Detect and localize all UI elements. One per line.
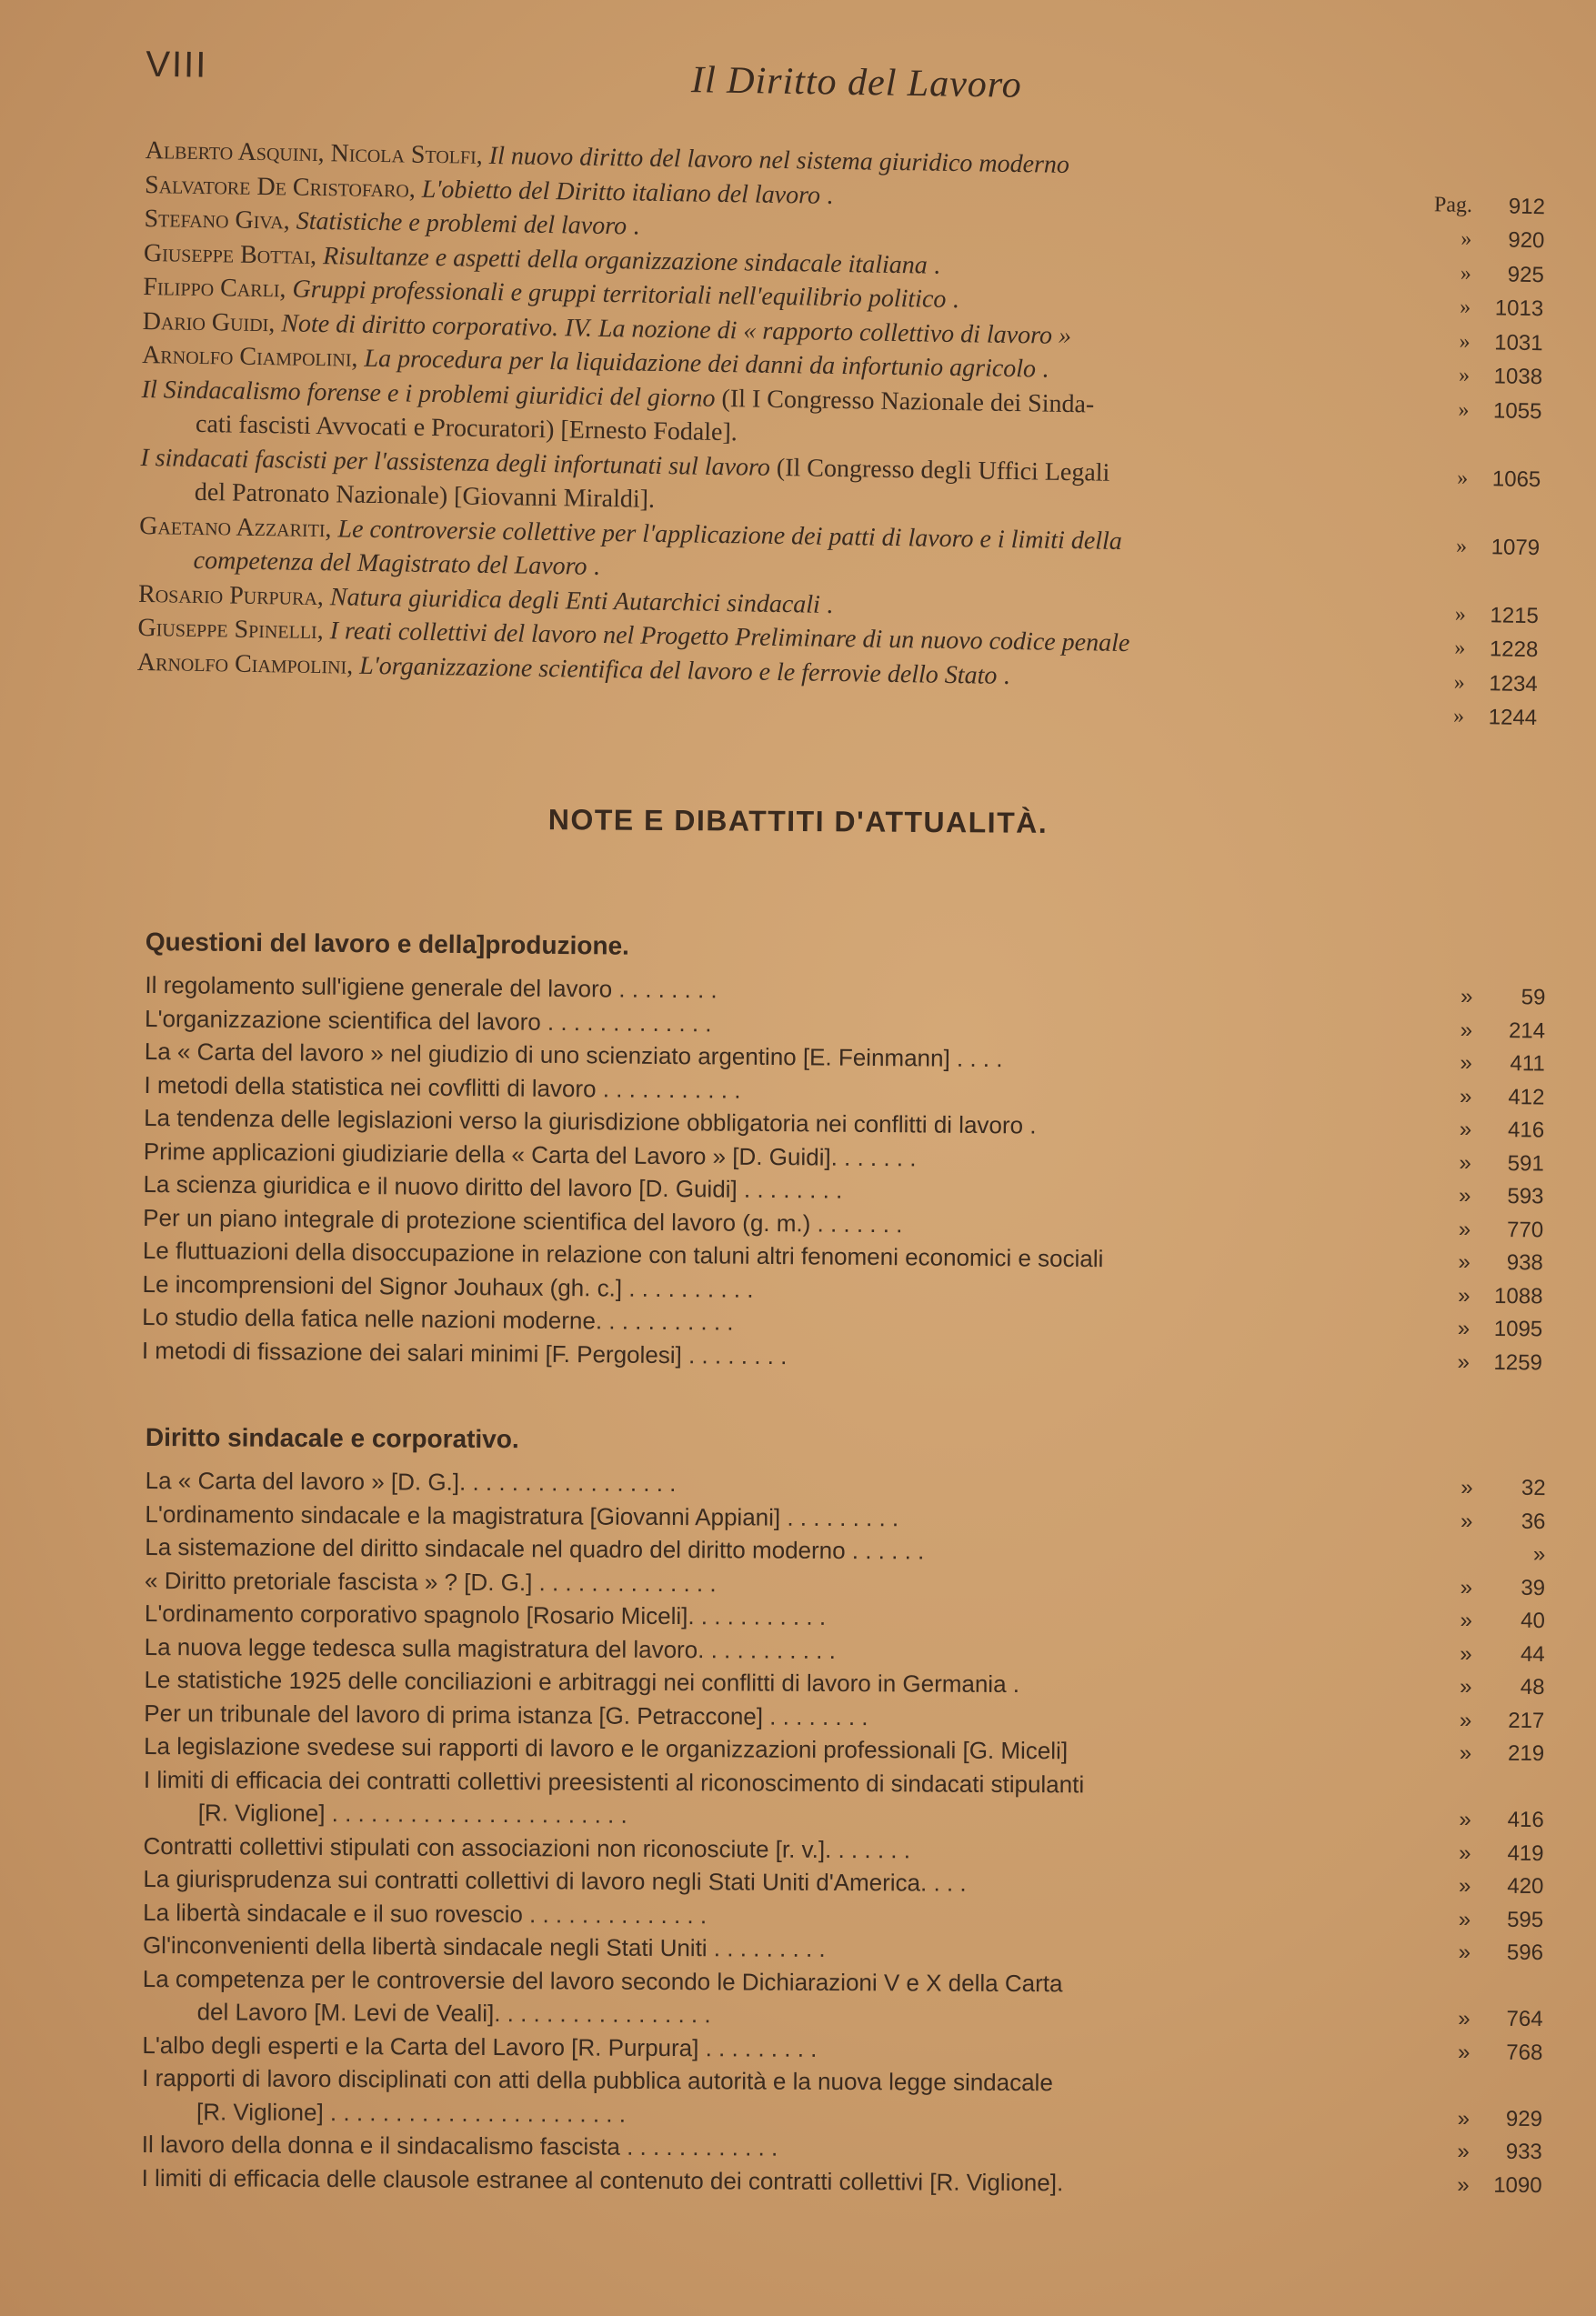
entry-ref: » [1457,2106,1471,2131]
entry-title: competenza del Magistrato del Lavoro [193,546,594,581]
entry-page: 925 [1507,262,1545,287]
entry-ref: » [1458,1217,1471,1242]
entry-page [1476,568,1540,569]
entry-ref: » [1458,363,1471,387]
entry-page: 929 [1505,2106,1543,2131]
entry-page: 1259 [1493,1349,1543,1375]
entry-text: L'ordinamento sindacale e la magistratura [Giovanni Appiani] . . . . . . . . . [145,1499,899,1531]
entry-page: 1065 [1491,466,1541,492]
entry-page: 217 [1508,1708,1545,1733]
entry-ref: » [1459,1084,1472,1109]
entry-text: Il lavoro della donna e il sindacalismo fascista . . . . . . . . . . . . [141,2130,778,2161]
entry-page: 1088 [1494,1283,1543,1308]
entry-ref: » [1460,1575,1473,1600]
entry-page: 1228 [1489,637,1539,663]
entry-page: 416 [1507,1118,1545,1143]
entry-page: 419 [1507,1840,1544,1866]
entry-rest: . [593,552,600,581]
entry-text: La tendenza delle legislazioni verso la giurisdizione obbligatoria nei conflitti di lavoro . [144,1103,1037,1139]
entry-ref: » [1460,1475,1473,1500]
entry-ref: » [1458,1940,1471,1965]
entry-page: 36 [1521,1509,1546,1534]
entry-title: Risultanze e aspetti della organizzazione sindacale italiana [322,241,935,280]
index-entry [142,2163,1542,2204]
notes-heading: NOTE E DIBATTITI D'ATTUALITÀ. [547,803,1049,839]
entry-page: 48 [1520,1674,1545,1700]
entry-title: I reati collettivi del lavoro nel Progetto Preliminare di un nuovo codice penale [329,617,1130,658]
entry-title: Gruppi professionali e gruppi territoriali nell'equilibrio politico [292,275,953,314]
entry-text [138,546,599,582]
entry-title: L'organizzazione scientifica del lavoro e le ferrovie dello Stato [358,651,1004,690]
entry-ref: » [1454,636,1466,660]
entry-page: 214 [1508,1018,1546,1043]
section-union [142,1423,1546,2204]
entry-ref: » [1454,602,1467,627]
entry-title: Statistiche e problemi del lavoro [296,206,634,241]
entry-ref: » [1457,466,1469,490]
entry-page: 40 [1521,1608,1545,1634]
section-questions-heading: Questioni del lavoro e della]produzione. [145,927,630,960]
entry-page: 420 [1507,1873,1544,1900]
entry-ref: » [1452,704,1465,728]
entry-ref: » [1460,1608,1472,1633]
entry-rest: . [826,590,834,619]
entry-author: Stefano Giva, [144,204,296,236]
entry-title: Il Sindacalismo forense e i problemi giuridici del giorno [141,375,722,413]
entry-page: » [1532,1541,1546,1568]
entry-rest: . [1003,661,1010,690]
entry-text: La « Carta del lavoro » [D. G.]. . . . . . . . . . . . . . . . . [145,1466,677,1498]
entry-page [1478,432,1541,433]
entry-text: La « Carta del lavoro » nel giudizio di uno scienziato argentino [E. Feinmann] . . . . [144,1037,1003,1073]
entry-text: Le fluttuazioni della disoccupazione in relazione con taluni altri fenomeni economici e sociali [142,1236,1104,1273]
entry-page: 1234 [1489,670,1538,697]
entry-text: La giurisprudenza sui contratti collettivi di lavoro negli Stati Uniti d'America. . . . [143,1864,967,1897]
entry-text: [R. Viglione] . . . . . . . . . . . . . . . . . . . . . . . [196,2097,627,2128]
entry-text: L'albo degli esperti e la Carta del Lavoro [R. Purpura] . . . . . . . . . [142,2030,818,2062]
entry-ref: » [1459,329,1471,354]
entry-author: Dario Guidi, [142,306,282,337]
entry-text: [R. Viglione] . . . . . . . . . . . . . . . . . . . . . . . [197,1799,627,1829]
entry-ref: » [1459,1807,1471,1832]
entry-rest: . [826,181,834,210]
entry-page: 1244 [1488,705,1538,731]
entry-page: 32 [1521,1475,1546,1501]
entry-text: I metodi della statistica nei covflitti di lavoro . . . . . . . . . . . [144,1070,741,1104]
entry-text: « Diritto pretoriale fascista » ? [D. G.] . . . . . . . . . . . . . . [145,1566,717,1597]
entry-text: I limiti di efficacia dei contratti collettivi preesistenti al riconoscimento di sindacati stipulanti [143,1765,1085,1798]
entry-title: I sindacati fascisti per l'assistenza degli infortunati sul lavoro [140,443,778,482]
entry-page: 920 [1508,227,1545,254]
entry-page: 59 [1521,985,1546,1010]
entry-text: I rapporti di lavoro disciplinati con atti della pubblica autorità e la nuova legge sindacale [142,2063,1053,2097]
entry-ref: » [1458,1283,1471,1308]
entry-text: Il regolamento sull'igiene generale del lavoro . . . . . . . . [145,970,718,1004]
entry-author: Arnolfo Ciampolini, [136,647,360,680]
entry-page: 593 [1507,1184,1544,1209]
entry-text: del Lavoro [M. Levi de Veali]. . . . . . . . . . . . . . . . . [196,1998,711,2029]
entry-page: 933 [1505,2139,1542,2165]
entry-author: Alberto Asquini, Nicola Stolfi, [145,136,490,170]
entry-rest: . [1041,355,1049,384]
entry-author: Gaetano Azzariti, [139,511,338,543]
entry-text: Per un piano integrale di protezione scientifica del lavoro (g. m.) . . . . . . . [143,1203,903,1238]
entry-page: 219 [1508,1740,1545,1767]
entry-page: 768 [1506,2040,1543,2065]
entry-page: 770 [1506,1217,1544,1242]
entry-title: Il nuovo diritto del lavoro nel sistema giuridico moderno [488,141,1070,179]
entry-page: 412 [1508,1084,1545,1109]
entry-author: Salvatore De Cristofaro, [144,170,423,204]
page-number: VIII [145,44,208,85]
entry-ref: » [1458,1249,1471,1275]
entry-title: Le controversie collettive per l'applicazione dei patti di lavoro e i limiti della [337,514,1123,556]
entry-ref: » [1455,534,1468,558]
entry-rest: del Patronato Nazionale) [Giovanni Miraldi]. [194,477,656,514]
entry-rest: (Il I Congresso Nazionale dei Sinda- [721,384,1095,418]
entry-text: La sistemazione del diritto sindacale nel quadro del diritto moderno . . . . . . [145,1532,925,1565]
entry-ref: » [1459,1708,1472,1733]
entry-ref: » [1459,1150,1471,1176]
entry-page: 1079 [1491,534,1541,560]
entry-author: Giuseppe Spinelli, [137,613,330,646]
entry-ref: » [1453,670,1465,695]
entry-text: Le incomprensioni del Signor Jouhaux (gh. c.] . . . . . . . . . . [142,1269,754,1303]
entry-title: La procedura per la liquidazione dei danni da infortunio agricolo [364,344,1043,384]
entry-author: Filippo Carli, [143,272,293,304]
entry-page: 1095 [1493,1316,1543,1342]
entry-ref: » [1460,1050,1472,1076]
entry-page: 912 [1508,194,1546,219]
page-header [146,45,1456,129]
entry-text: Lo studio della fatica nelle nazioni moderne. . . . . . . . . . . [142,1302,734,1336]
entry-page [1477,500,1541,501]
entry-text: Prime applicazioni giudiziarie della « Carta del Lavoro » [D. Guidi]. . . . . . . [143,1137,917,1171]
entry-ref: » [1460,261,1472,286]
entry-page: 416 [1507,1807,1544,1833]
entry-text: La scienza giuridica e il nuovo diritto del lavoro [D. Guidi] . . . . . . . . [143,1169,843,1204]
entry-rest: . [952,285,959,315]
entry-ref: » [1459,1840,1471,1866]
entry-ref: » [1460,295,1471,319]
articles-list [136,136,1546,738]
entry-page: 938 [1506,1250,1543,1276]
section-union-heading: Diritto sindacale e corporativo. [145,1423,519,1454]
entry-text: I limiti di efficacia delle clausole estranee al contenuto dei contratti collettivi [R. Viglione]. [141,2163,1064,2196]
entry-page: 1090 [1493,2172,1542,2198]
entry-text: I metodi di fissazione dei salari minimi [F. Pergolesi] . . . . . . . . [141,1336,788,1369]
entry-page: 764 [1506,2006,1543,2032]
entry-author: Arnolfo Ciampolini, [141,340,365,373]
entry-text: L'ordinamento corporativo spagnolo [Rosario Miceli]. . . . . . . . . . . [144,1599,827,1630]
entry-page: 44 [1520,1641,1545,1667]
entry-text: Contratti collettivi stipulati con associazioni non riconosciute [r. v.]. . . . . . . [143,1831,911,1863]
entry-page: 411 [1510,1051,1545,1077]
entry-ref: » [1460,226,1472,251]
entry-author: Giuseppe Bottai, [143,238,324,270]
entry-text: Per un tribunale del lavoro di prima istanza [G. Petraccone] . . . . . . . . [144,1699,868,1730]
entry-text: Gl'inconvenienti della libertà sindacale negli Stati Uniti . . . . . . . . . [142,1930,826,1962]
entry-title: L'obietto del Diritto italiano del lavoro [421,175,828,210]
entry-ref: » [1458,397,1470,422]
entry-ref: » [1457,2040,1471,2065]
entry-page: 1038 [1493,364,1543,390]
entry-page: 39 [1521,1575,1546,1600]
entry-ref: » [1460,984,1473,1009]
entry-page: 1013 [1494,296,1544,322]
entry-ref: » [1460,1674,1472,1699]
entry-ref: » [1459,1740,1472,1766]
entry-page: 1031 [1494,329,1543,356]
entry-title: Natura giuridica degli Enti Autarchici sindacali [329,582,828,619]
entry-rest: . [632,212,640,241]
entry-ref: » [1459,1183,1471,1208]
entry-author: Rosario Purpura, [137,579,331,611]
entry-page: 1055 [1492,397,1542,424]
entry-text: La nuova legge tedesca sulla magistratura del lavoro. . . . . . . . . . . [144,1632,836,1664]
entry-text: La competenza per le controversie del lavoro secondo le Dichiarazioni V e X della Carta [142,1964,1063,1997]
entry-page: 591 [1507,1150,1544,1176]
entry-title: Note di diritto corporativo. IV. La nozione di « rapporto collettivo di lavoro » [281,308,1072,350]
entry-page [1482,159,1546,160]
entry-ref: » [1458,2006,1471,2031]
entry-text: La legislazione svedese sui rapporti di lavoro e le organizzazioni professionali [G. Miceli] [144,1731,1069,1765]
entry-text: La libertà sindacale e il suo rovescio . . . . . . . . . . . . . . [143,1898,708,1929]
entry-ref: » [1460,1018,1473,1043]
entry-ref: » [1457,2139,1470,2164]
entry-ref: » [1457,1349,1471,1375]
section-questions [142,927,1546,1381]
entry-ref: » [1460,1641,1472,1667]
entry-page: 595 [1507,1907,1544,1932]
entry-text: Le statistiche 1925 delle conciliazioni e arbitraggi nei conflitti di lavoro in Germania . [144,1665,1020,1699]
entry-ref: » [1460,1509,1473,1534]
entry-rest: (Il Congresso degli Uffici Legali [776,453,1110,487]
entry-ref: » [1458,1907,1471,1932]
entry-ref: » [1457,2172,1470,2198]
entry-ref: » [1459,1117,1472,1142]
entry-text: L'organizzazione scientifica del lavoro . . . . . . . . . . . . . [145,1004,712,1037]
entry-ref: » [1457,1316,1471,1341]
journal-title: Il Diritto del Lavoro [690,59,1023,106]
entry-ref: » [1458,1873,1471,1899]
entry-ref: Pag. [1433,192,1473,217]
entry-rest: cati fascisti Avvocati e Procuratori) [Ernesto Fodale]. [195,409,738,447]
entry-rest: . [933,251,941,280]
entry-page: 1215 [1490,602,1540,628]
union-list [142,1467,1546,2204]
entry-page: 596 [1506,1940,1544,1966]
questions-list [142,971,1546,1381]
